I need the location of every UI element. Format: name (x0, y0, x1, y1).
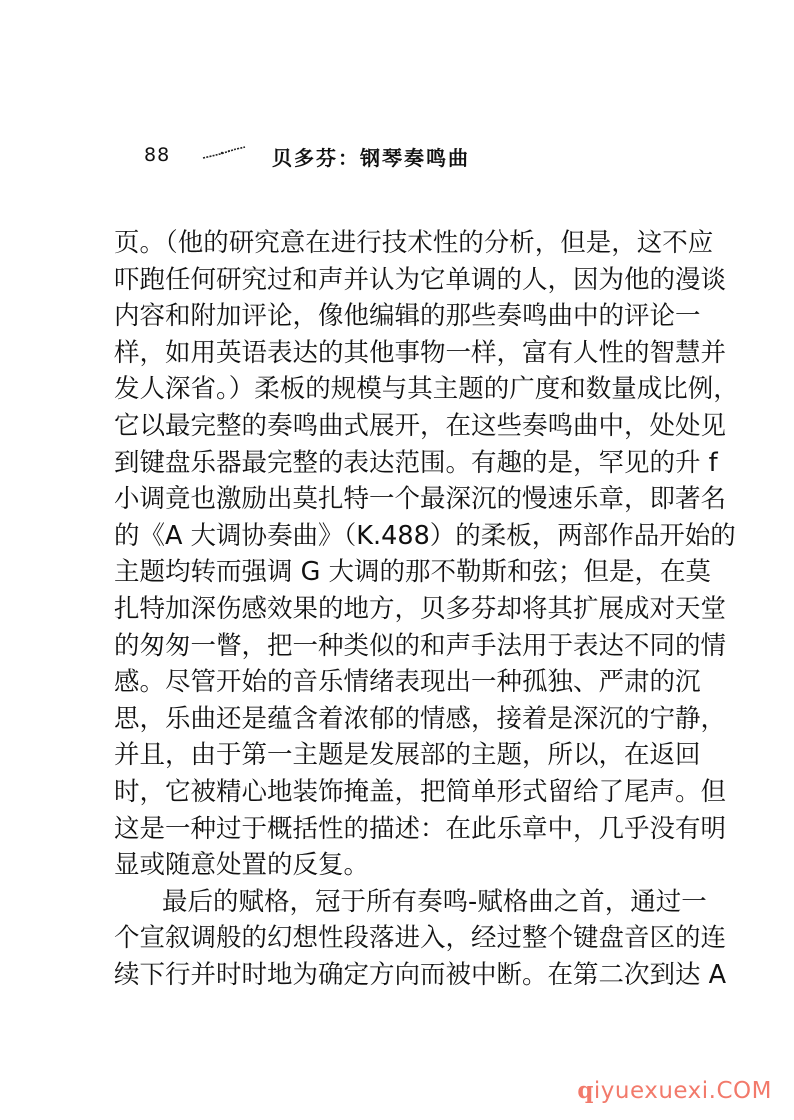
page-number: 88 (144, 144, 171, 166)
text-line: 小调竟也激励出莫扎特一个最深沉的慢速乐章，即著名 (114, 484, 727, 515)
paragraph-end-line: 显或随意处置的反复。 (114, 850, 370, 881)
text-line: 个宣叙调般的幻想性段落进入，经过整个键盘音区的连 (114, 923, 727, 954)
text-line: 吓跑任何研究过和声并认为它单调的人，因为他的漫谈 (114, 264, 727, 295)
paragraph-start-line: 最后的赋格，冠于所有奏鸣-赋格曲之首，通过一 (162, 886, 707, 917)
text-line: 并且，由于第一主题是发展部的主题，所以，在返回 (114, 740, 701, 771)
text-line: 样，如用英语表达的其他事物一样，富有人性的智慧并 (114, 337, 727, 368)
flourish-ornament-icon (202, 146, 246, 160)
text-line: 思，乐曲还是蕴含着浓郁的情感，接着是深沉的宁静， (114, 703, 727, 734)
text-line: 这是一种过于概括性的描述：在此乐章中，几乎没有明 (114, 813, 727, 844)
text-line: 时，它被精心地装饰掩盖，把简单形式留给了尾声。但 (114, 776, 727, 807)
text-line: 主题均转而强调 G 大调的那不勒斯和弦；但是，在莫 (114, 557, 711, 588)
text-line: 页。（他的研究意在进行技术性的分析，但是，这不应 (114, 228, 714, 258)
watermark-logo-letter: q (577, 1077, 594, 1104)
text-line: 它以最完整的奏鸣曲式展开，在这些奏鸣曲中，处处见 (114, 410, 727, 441)
page-body (114, 225, 739, 993)
page-header (144, 142, 564, 172)
text-line: 感。尽管开始的音乐情绪表现出一种孤独、严肃的沉 (114, 667, 701, 698)
text-line: 续下行并时时地为确定方向而被中断。在第二次到达 A (114, 959, 727, 990)
watermark-text: iyuexuexi.COM (593, 1078, 772, 1104)
text-line: 的匆匆一瞥，把一种类似的和声手法用于表达不同的情 (114, 630, 727, 661)
site-watermark (577, 1077, 772, 1104)
text-line: 内容和附加评论，像他编辑的那些奏鸣曲中的评论一 (114, 301, 701, 332)
text-line: 发人深省。）柔板的规模与其主题的广度和数量成比例， (114, 374, 739, 405)
text-line: 的《A 大调协奏曲》（K.488）的柔板，两部作品开始的 (114, 520, 736, 551)
text-line: 扎特加深伤感效果的地方，贝多芬却将其扩展成对天堂 (114, 593, 727, 624)
running-title: 贝多芬：钢琴奏鸣曲 (272, 146, 470, 170)
text-line: 到键盘乐器最完整的表达范围。有趣的是，罕见的升 f (114, 447, 718, 478)
